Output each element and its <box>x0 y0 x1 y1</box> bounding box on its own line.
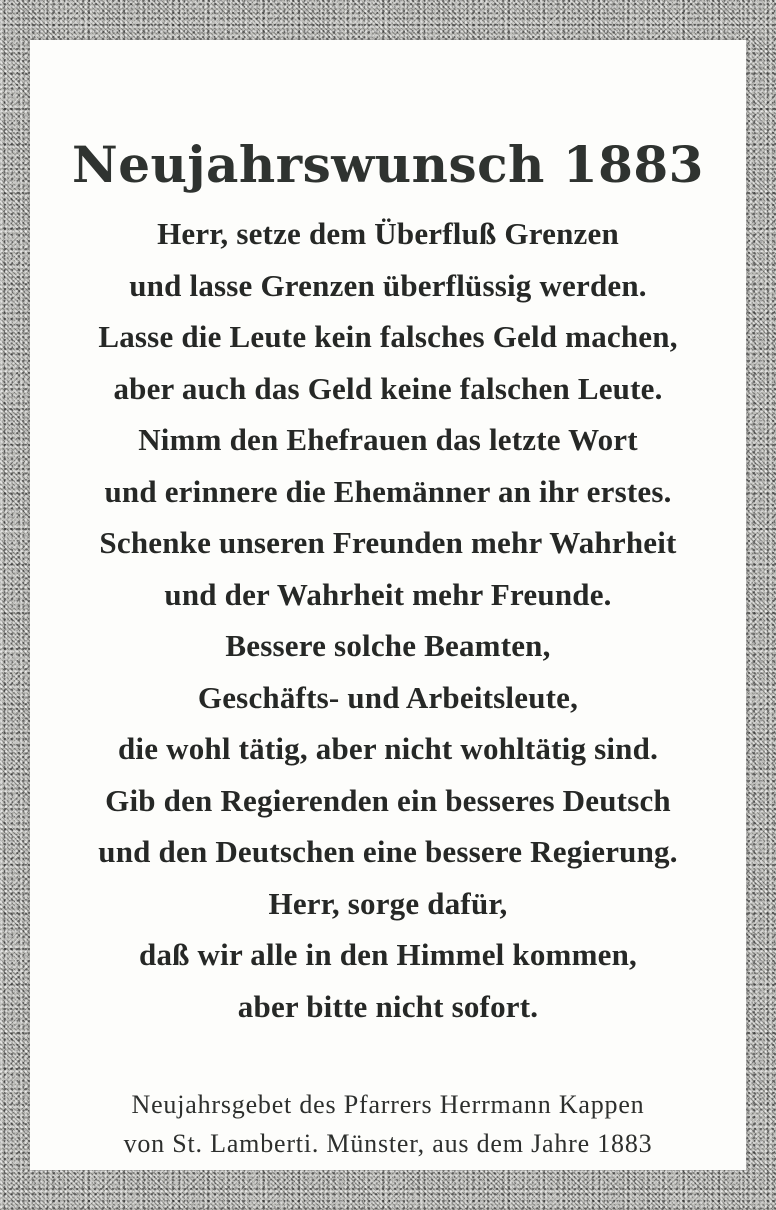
poem-line: und der Wahrheit mehr Freunde. <box>164 576 612 612</box>
poem-line: Nimm den Ehefrauen das letzte Wort <box>138 422 638 457</box>
poem-body <box>30 208 746 1032</box>
poem-line: Geschäfts- und Arbeitsleute, <box>197 679 579 715</box>
attribution-line: von St. Lamberti. Münster, aus dem Jahre 1883 <box>123 1129 653 1158</box>
poem-line: die wohl tätig, aber nicht wohltätig sind. <box>117 731 659 766</box>
poem-line: Bessere solche Beamten, <box>225 628 551 663</box>
attribution-line: Neujahrsgebet des Pfarrers Herrmann Kappen <box>131 1090 645 1119</box>
poem-line: daß wir alle in den Himmel kommen, <box>139 937 637 972</box>
document-card <box>30 40 746 1170</box>
poem-line: und lasse Grenzen überflüssig werden. <box>129 267 647 303</box>
poem-line: und erinnere die Ehemänner an ihr erstes. <box>104 473 672 509</box>
poem-line: aber bitte nicht sofort. <box>237 988 539 1024</box>
poem-line: aber auch das Geld keine falschen Leute. <box>113 370 663 406</box>
poem-line: Herr, setze dem Überfluß Grenzen <box>157 216 619 251</box>
poem-line: Schenke unseren Freunden mehr Wahrheit <box>99 525 677 560</box>
attribution <box>30 1085 746 1163</box>
poem-line: Gib den Regierenden ein besseres Deutsch <box>105 782 671 818</box>
poem-line: und den Deutschen eine bessere Regierung. <box>98 834 678 869</box>
poem-line: Herr, sorge dafür, <box>268 885 508 921</box>
page-title: Neujahrswunsch 1883 <box>72 135 704 194</box>
poem-line: Lasse die Leute kein falsches Geld machen, <box>98 319 678 354</box>
